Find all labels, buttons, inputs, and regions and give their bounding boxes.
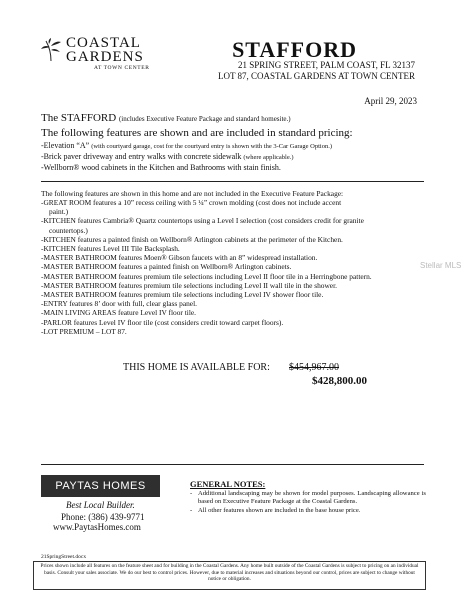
upgrade-features-list <box>41 198 431 336</box>
feature-line: -MAIN LIVING AREAS feature Level IV floor tile. <box>41 308 197 318</box>
logo-word-coastal: COASTAL <box>66 35 141 51</box>
feature-line: -MASTER BATHROOM features premium tile selections including Level IV shower floor tile. <box>41 290 324 300</box>
standard-feature-item <box>41 152 294 161</box>
feature-line: -ENTRY features 8’ door with full, clear glass panel. <box>41 299 197 309</box>
feature-line: countertops.) <box>49 225 88 235</box>
paytas-homes-logo: PAYTAS HOMES <box>41 475 160 497</box>
feature-line: -PARLOR features Level IV floor tile (cost considers credit toward carpet floors). <box>41 317 284 327</box>
feature-line: -KITCHEN features Level III Tile Backsplash. <box>41 244 180 254</box>
file-name: 21SpringStreet.docx <box>41 554 87 560</box>
builder-tagline: Best Local Builder. <box>66 500 135 510</box>
address-line-2: LOT 87, COASTAL GARDENS AT TOWN CENTER <box>217 71 415 81</box>
pricing-disclaimer: Prices shown include all features on the feature sheet and for building in the Coastal Gardens. Any home built outside of the Coastal Gardens is subject to pricing on an individual basis. Consult your sales associate. We do our best to control prices. However, due to material increases and situations beyond our control, prices are subject to change without notice or obligation. <box>33 561 426 590</box>
feature-line: -KITCHEN features Cambria® Quartz countertops using a Level I selection (cost considers credit for granite <box>41 216 364 226</box>
palm-leaf-icon <box>40 38 62 62</box>
intro-title: The STAFFORD <box>41 112 117 124</box>
note-text: Additional landscaping may be shown for model purposes. Landscaping allowance is based on Executive Feature Package at the Coastal Gardens. <box>198 490 426 506</box>
note-text: All other features shown are included in the base house price. <box>198 506 361 514</box>
standard-feature-item <box>41 163 281 172</box>
model-name: STAFFORD <box>232 37 357 62</box>
feature-line: -KITCHEN features a painted finish on Wellborn® Arlington cabinets at the perimeter of the Kitchen. <box>41 234 343 244</box>
intro-note: (includes Executive Feature Package and standard homesite.) <box>118 115 291 123</box>
note-item <box>190 507 426 515</box>
document-date: April 29, 2023 <box>364 96 417 106</box>
feature-line: paint.) <box>49 207 69 217</box>
address-line-1: 21 SPRING STREET, PALM COAST, FL 32137 <box>237 60 415 70</box>
feature-line: -MASTER BATHROOM features premium tile selections including Level II floor tile in a Herringbone pattern. <box>41 271 372 281</box>
standard-feature-note: (with courtyard garage, cost for the courtyard entry is shown with the 3-Car Garage Option.) <box>91 143 332 150</box>
builder-website: www.PaytasHomes.com <box>53 522 141 532</box>
coastal-gardens-logo <box>40 36 165 76</box>
standard-feature-text: -Wellborn® wood cabinets in the Kitchen and Bathrooms with stain finish. <box>41 163 281 172</box>
logo-word-town-center: AT TOWN CENTER <box>94 65 150 71</box>
standard-feature-text: -Elevation “A” <box>41 141 90 150</box>
feature-line: -GREAT ROOM features a 10” recess ceiling with 5 ¼” crown molding (cost does not include accent <box>41 198 342 207</box>
feature-line: -MASTER BATHROOM features a painted finish on Wellborn® Arlington cabinets. <box>41 262 292 272</box>
standard-features-heading: The following features are shown and are included in standard pricing: <box>41 127 353 139</box>
feature-line: -MASTER BATHROOM features Moen® Gibson faucets with an 8” widespread installation. <box>41 253 318 263</box>
bullet-icon: - <box>190 506 193 514</box>
feature-line: -MASTER BATHROOM features premium tile selections including Level II wall tile in the shower. <box>41 280 337 290</box>
section-divider <box>41 181 424 182</box>
mls-watermark: Stellar MLS <box>420 261 462 270</box>
upgrade-features-heading: The following features are shown in this home and are not included in the Executive Feature Package: <box>41 189 344 198</box>
intro-line <box>41 112 291 124</box>
current-price: $428,800.00 <box>312 375 367 387</box>
logo-word-gardens: GARDENS <box>66 49 144 65</box>
standard-feature-note: (where applicable.) <box>243 154 294 161</box>
feature-line: -LOT PREMIUM – LOT 87. <box>41 326 127 336</box>
note-item <box>190 490 426 507</box>
builder-phone: Phone: (386) 439-9771 <box>61 512 145 522</box>
general-notes-list <box>190 490 426 515</box>
section-divider <box>41 464 424 465</box>
standard-feature-item <box>41 141 332 150</box>
availability-label: THIS HOME IS AVAILABLE FOR: <box>123 362 270 373</box>
original-price: $454,967.00 <box>289 362 339 373</box>
general-notes-heading: GENERAL NOTES: <box>190 479 266 489</box>
standard-feature-text: -Brick paver driveway and entry walks with concrete sidewalk <box>41 152 242 161</box>
bullet-icon: - <box>190 490 193 497</box>
